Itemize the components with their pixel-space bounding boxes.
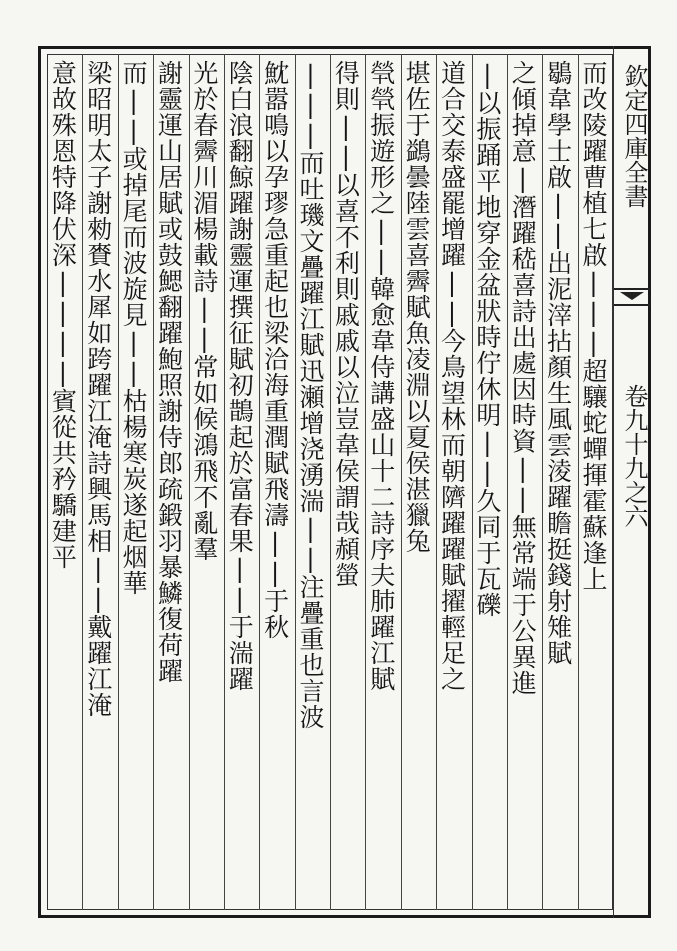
column-rule [189, 54, 190, 910]
text-column-6: 堪佐于鷁曇陸雲喜霽賦魚凌淵以夏侯湛獵兔 [402, 60, 432, 554]
text-column-2: 鶡韋學士啟||出泥滓拈顏生風雲淩躍瞻挺錢射雉賦 [543, 60, 573, 666]
text-column-7: 煢煢振遊形之||韓愈韋侍講盛山十二詩序夫肺躍江賦 [366, 60, 396, 692]
column-rule [295, 54, 296, 910]
text-column-13: 謝靈運山居賦或鼓鰓翻躍鮑照謝侍郎疏鍛羽暴鱗復荷躍 [154, 60, 184, 684]
column-rule [259, 54, 260, 910]
column-rule [153, 54, 154, 910]
text-column-12: 光於春霽川湄楊載詩||常如候鴻飛不亂羣 [189, 60, 219, 562]
text-column-14: 而||或掉尾而波旋見||枯楊寒炭遂起烟華 [119, 60, 149, 596]
text-column-5: 道合交泰盛罷增躍||今鳥望林而朝隮躍躍賦擢輕足之 [437, 60, 467, 692]
column-rule [224, 54, 225, 910]
column-rule [401, 54, 402, 910]
column-rule [507, 54, 508, 910]
text-column-10: 魫嚣鳴以孕璆急重起也梁洽海重潤賦飛濤||于秋 [260, 60, 290, 640]
column-rule [472, 54, 473, 910]
volume-label: 卷九十九之六 [620, 384, 648, 528]
column-rule [330, 54, 331, 910]
text-column-9: |||而吐璣文疊躍江賦迅瀬增浇湧湍||注疊重也言波 [296, 60, 325, 730]
column-rule [578, 54, 579, 910]
text-column-3: 之傾掉意|潛躍嵇喜詩出處因時資||無常端于公異進 [508, 60, 538, 696]
column-rule [542, 54, 543, 910]
column-rule [436, 54, 437, 910]
column-rule [82, 54, 83, 910]
column-rule [365, 54, 366, 910]
text-column-16: 意故殊恩特降伏深||||賓從共矜驕建平 [48, 60, 78, 570]
text-column-4: |以振踊平地穿金盆狀時佇休明||久同于瓦礫 [472, 60, 502, 618]
fishtail-mark [614, 288, 650, 306]
text-column-15: 梁昭明太子謝勑賚水犀如跨躍江淹詩興馬相||戴躍江淹 [83, 60, 113, 718]
text-column-1: 而改陵躍曹植七啟|||超驤蛇蟬揮霍蘇逢上 [579, 60, 608, 592]
text-column-8: 得則||以喜不利則戚戚以泣豈韋侯謂哉頳螢 [331, 60, 361, 588]
column-rule [118, 54, 119, 910]
text-column-11: 陰白浪翻鯨躍謝靈運撰征賦初鵲起於富春果||于湍躍 [225, 60, 255, 692]
book-title: 欽定四庫全書 [620, 64, 648, 208]
